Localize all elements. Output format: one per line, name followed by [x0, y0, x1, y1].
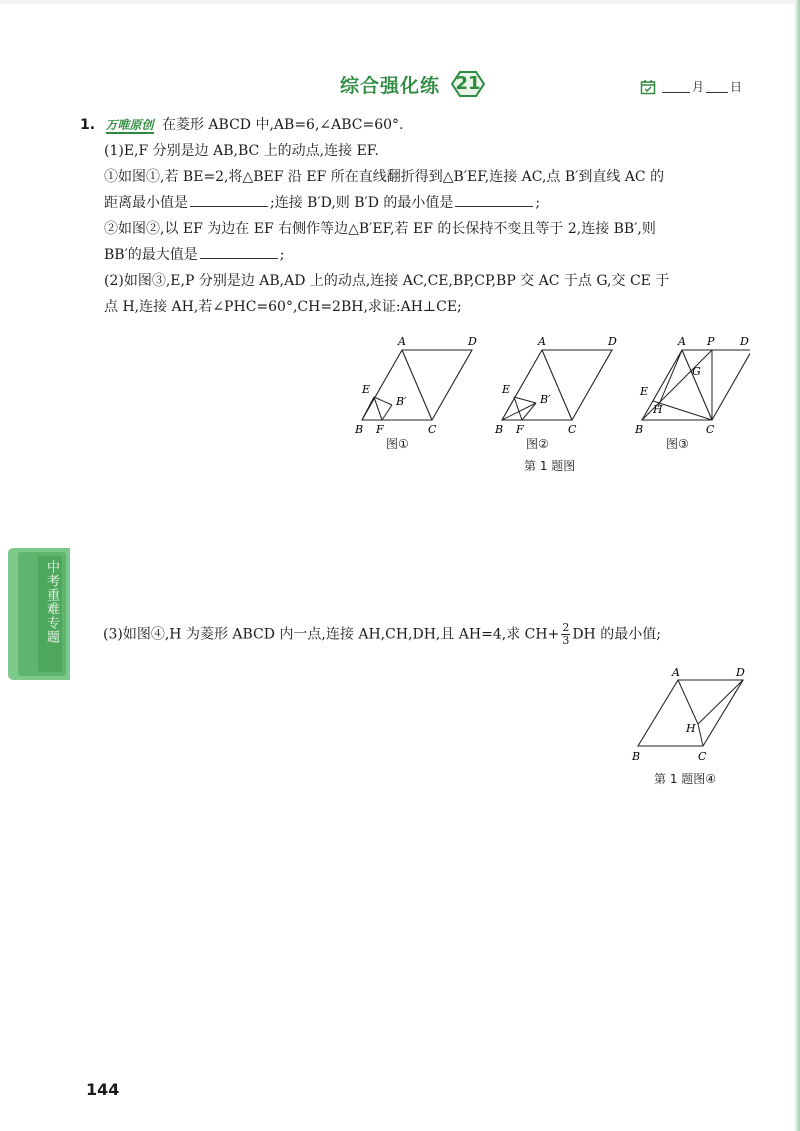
- fraction-two-thirds: [561, 622, 570, 647]
- fig2-caption: 图②: [526, 437, 549, 451]
- part3-text-2: DH 的最小值;: [572, 626, 661, 643]
- page-number: 144: [86, 1080, 120, 1099]
- fig3-label-C: C: [706, 423, 715, 436]
- figures-1-3: [350, 335, 750, 475]
- fig4-label-D: D: [736, 666, 745, 679]
- page-top-edge: [0, 0, 800, 4]
- part2-line2: 点 H,连接 AH,若∠PHC=60°,CH=2BH,求证:AH⊥CE;: [104, 299, 462, 315]
- fig1-caption: 图①: [386, 437, 409, 451]
- original-tag: 万唯原创: [105, 118, 154, 132]
- part1-b-line1: ②如图②,以 EF 为边在 EF 右侧作等边△B′EF,若 EF 的长保持不变且等于 2,连接 BB′,则: [104, 221, 656, 237]
- part2-line1: (2)如图③,E,P 分别是边 AB,AD 上的动点,连接 AC,CE,BP,CP,BP 交 AC 于点 G,交 CE 于: [104, 273, 670, 289]
- fig3-label-G: G: [692, 365, 701, 378]
- question-1: [80, 112, 750, 320]
- fig1-label-Bp: B′: [396, 395, 407, 408]
- answer-blank-2[interactable]: [455, 192, 533, 207]
- fig4-label-B: B: [632, 750, 641, 763]
- question-intro: 在菱形 ABCD 中,AB=6,∠ABC=60°.: [161, 117, 404, 133]
- figure-1: [354, 335, 477, 436]
- fig1-label-F: F: [376, 423, 384, 436]
- fig2-label-D: D: [608, 335, 617, 348]
- part1-a-text-c: ;: [535, 195, 541, 211]
- part1-a-text-a: 距离最小值是: [104, 195, 188, 211]
- fig3-label-A: A: [678, 335, 686, 348]
- fig2-label-B: B: [495, 423, 504, 436]
- title-group: [340, 70, 490, 98]
- side-tab: [8, 548, 70, 680]
- figure-3: [634, 335, 750, 436]
- answer-blank-1[interactable]: [190, 192, 268, 207]
- page-title: 综合强化练: [340, 74, 441, 97]
- fig1-label-E: E: [362, 383, 371, 396]
- exercise-number-badge: [446, 70, 490, 98]
- fig3-label-B: B: [635, 423, 644, 436]
- fig1-label-D: D: [468, 335, 477, 348]
- fig3-label-P: P: [707, 335, 715, 348]
- part3-line: [103, 622, 661, 647]
- page-right-edge: [794, 0, 800, 1131]
- fraction-numerator: 2: [562, 621, 570, 634]
- fig3-label-D: D: [740, 335, 749, 348]
- fig2-label-Bp: B′: [540, 393, 551, 406]
- day-label: 日: [730, 80, 743, 94]
- page-header: [0, 66, 800, 106]
- fig3-label-H: H: [653, 403, 663, 416]
- day-blank[interactable]: [706, 80, 728, 93]
- fig4-label-H: H: [686, 722, 696, 735]
- fig4-caption: 第 1 题图④: [654, 772, 717, 786]
- month-blank[interactable]: [662, 80, 690, 93]
- fig1-label-B: B: [355, 423, 364, 436]
- fig1-label-A: A: [398, 335, 406, 348]
- part1-a-text-b: ;连接 B′D,则 B′D 的最小值是: [270, 195, 454, 211]
- figure-4: [628, 666, 758, 768]
- fig2-label-A: A: [538, 335, 546, 348]
- part1-intro: (1)E,F 分别是边 AB,BC 上的动点,连接 EF.: [104, 143, 379, 159]
- part3-text-1: (3)如图④,H 为菱形 ABCD 内一点,连接 AH,CH,DH,且 AH=4,求 CH+: [103, 626, 560, 643]
- part1-a-line2: [80, 190, 750, 216]
- question-number: 1.: [80, 117, 96, 133]
- fig2-label-F: F: [516, 423, 524, 436]
- date-field: [640, 78, 742, 95]
- question-1-intro-line: [80, 112, 750, 138]
- part1-b-text-a: BB′的最大值是: [104, 247, 198, 263]
- fig1-label-C: C: [428, 423, 437, 436]
- figures-group: [350, 335, 750, 475]
- fig3-label-E: E: [640, 385, 649, 398]
- part1-a-line1: ①如图①,若 BE=2,将△BEF 沿 EF 所在直线翻折得到△B′EF,连接 AC,点 B′到直线 AC 的: [104, 169, 665, 185]
- calendar-icon: [640, 79, 656, 95]
- fig2-label-E: E: [502, 383, 511, 396]
- fraction-denominator: 3: [562, 634, 570, 647]
- badge-number: 21: [455, 73, 481, 94]
- figure-2: [494, 335, 617, 436]
- fig3-caption: 图③: [666, 437, 689, 451]
- part1-b-line2: [80, 242, 750, 268]
- fig4-label-A: A: [672, 666, 680, 679]
- fig4-label-C: C: [698, 750, 707, 763]
- month-label: 月: [692, 80, 705, 94]
- fig2-label-C: C: [568, 423, 577, 436]
- figures-group-caption: 第 1 题图: [524, 459, 576, 473]
- answer-blank-3[interactable]: [200, 244, 278, 259]
- part1-b-text-b: ;: [279, 247, 285, 263]
- side-tab-text: 中考重难专题: [44, 560, 59, 644]
